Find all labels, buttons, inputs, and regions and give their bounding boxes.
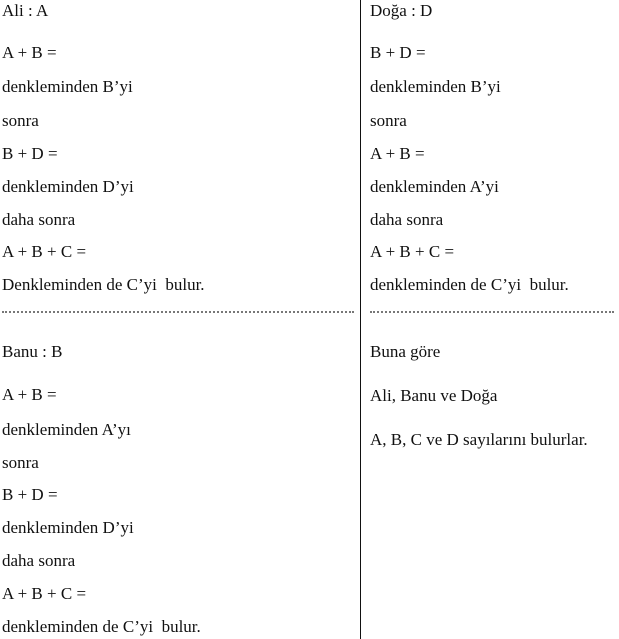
- banu-line-5: denkleminden D’yi: [2, 518, 134, 537]
- doga-line-3: sonra: [370, 111, 407, 130]
- doga-line-8: denkleminden de C’yi bulur.: [370, 275, 569, 294]
- ali-line-1: A + B =: [2, 43, 57, 62]
- ali-title: Ali : A: [2, 1, 49, 20]
- doga-line-6: daha sonra: [370, 210, 444, 229]
- dotted-separator-right: [370, 311, 614, 313]
- doga-line-7: A + B + C =: [370, 242, 455, 261]
- doga-line-5: denkleminden A’yi: [370, 177, 499, 196]
- ali-line-7: A + B + C =: [2, 242, 87, 261]
- doga-line-2: denkleminden B’yi: [370, 77, 501, 96]
- ali-line-2: denkleminden B’yi: [2, 77, 133, 96]
- banu-line-3: sonra: [2, 453, 39, 472]
- banu-line-6: daha sonra: [2, 551, 76, 570]
- banu-line-7: A + B + C =: [2, 584, 87, 603]
- ali-line-5: denkleminden D’yi: [2, 177, 134, 196]
- ali-line-8: Denkleminden de C’yi bulur.: [2, 275, 205, 294]
- dotted-separator-left: [2, 311, 354, 313]
- conclusion-line-3: A, B, C ve D sayılarını bulurlar.: [370, 430, 588, 449]
- banu-line-2: denkleminden A’yı: [2, 420, 131, 439]
- conclusion-line-2: Ali, Banu ve Doğa: [370, 386, 498, 405]
- doga-line-4: A + B =: [370, 144, 425, 163]
- ali-line-6: daha sonra: [2, 210, 76, 229]
- vertical-divider: [360, 0, 361, 639]
- conclusion-line-1: Buna göre: [370, 342, 441, 361]
- banu-title: Banu : B: [2, 342, 63, 361]
- ali-line-4: B + D =: [2, 144, 58, 163]
- banu-line-4: B + D =: [2, 485, 58, 504]
- ali-line-3: sonra: [2, 111, 39, 130]
- doga-line-1: B + D =: [370, 43, 426, 62]
- doga-title: Doğa : D: [370, 1, 433, 20]
- banu-line-1: A + B =: [2, 385, 57, 404]
- banu-line-8: denkleminden de C’yi bulur.: [2, 617, 201, 636]
